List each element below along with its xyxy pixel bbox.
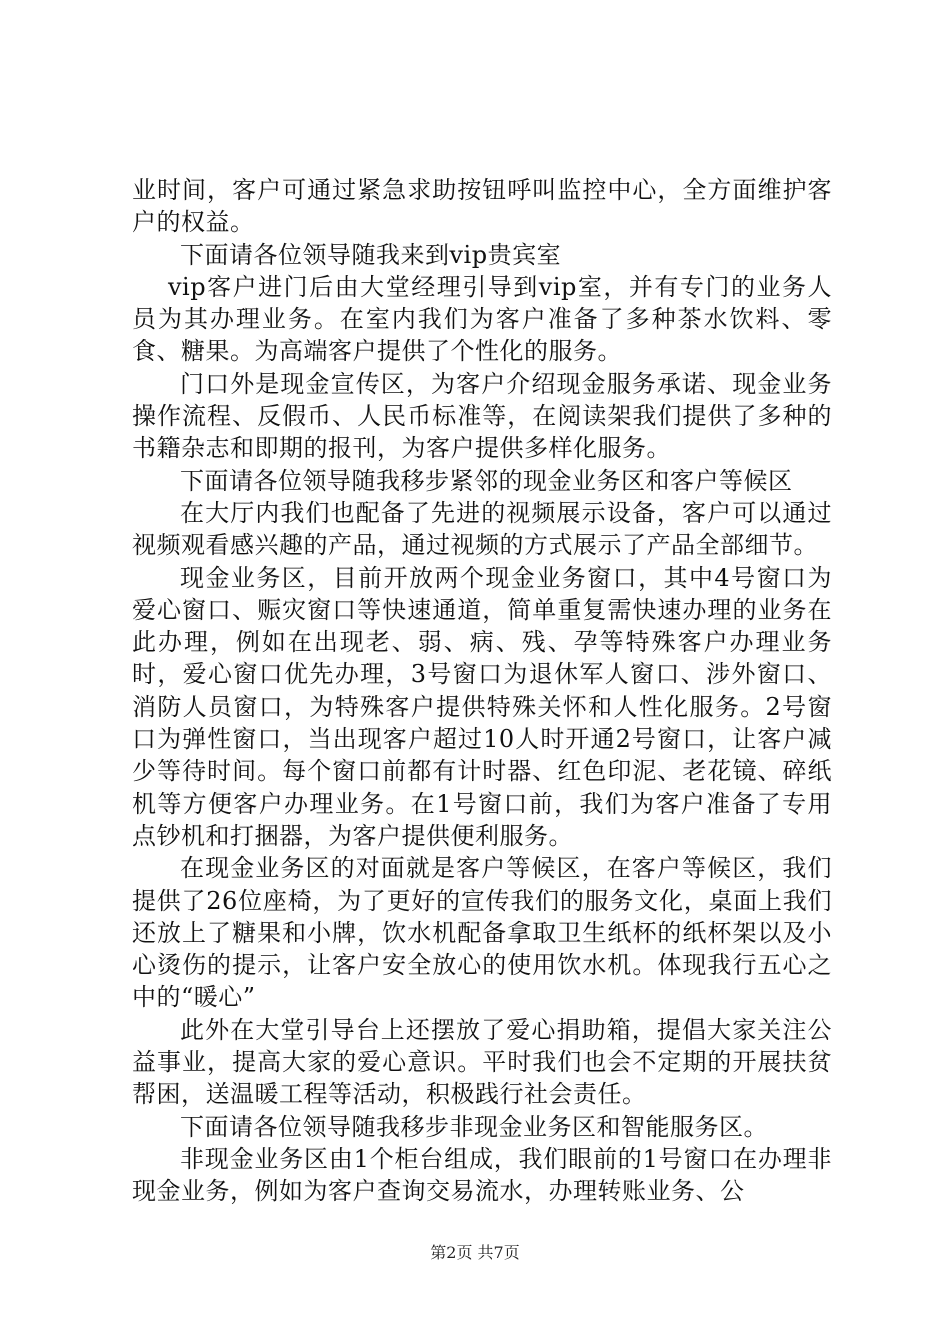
paragraph-8: 在现金业务区的对面就是客户等候区，在客户等候区，我们提供了26位座椅，为了更好的宣传我们的服务文化，桌面上我们还放上了糖果和小牌，饮水机配备拿取卫生纸杯的纸杯架以及小心烫伤的提示，让客户安全放心的使用饮水机。体现我行五心之中的“暖心” (132, 854, 832, 1012)
paragraph-5: 下面请各位领导随我移步紧邻的现金业务区和客户等候区 (180, 466, 793, 495)
paragraph-4: 门口外是现金宣传区，为客户介绍现金服务承诺、现金业务操作流程、反假币、人民币标准等，在阅读架我们提供了多种的书籍杂志和即期的报刊，为客户提供多样化服务。 (132, 369, 832, 463)
paragraph-7: 现金业务区，目前开放两个现金业务窗口，其中4号窗口为爱心窗口、赈灾窗口等快速通道，简单重复需快速办理的业务在此办理，例如在出现老、弱、病、残、孕等特殊客户办理业务时，爱心窗口优先办理，3号窗口为退休军人窗口、涉外窗口、消防人员窗口，为特殊客户提供特殊关怀和人性化服务。2号窗口为弹性窗口，当出现客户超过10人时开通2号窗口，让客户减少等待时间。每个窗口前都有计时器、红色印泥、老花镜、碎纸机等方便客户办理业务。在1号窗口前，我们为客户准备了专用点钞机和打捆器，为客户提供便利服务。 (132, 563, 832, 850)
paragraph-11: 非现金业务区由1个柜台组成，我们眼前的1号窗口在办理非现金业务，例如为客户查询交易流水，办理转账业务、公 (132, 1144, 832, 1206)
document-body (132, 174, 832, 1208)
paragraph-9: 此外在大堂引导台上还摆放了爱心捐助箱，提倡大家关注公益事业，提高大家的爱心意识。平时我们也会不定期的开展扶贫帮困，送温暖工程等活动，积极践行社会责任。 (132, 1015, 832, 1109)
paragraph-6: 在大厅内我们也配备了先进的视频展示设备，客户可以通过视频观看感兴趣的产品，通过视频的方式展示了产品全部细节。 (132, 498, 832, 560)
page-number-footer: 第2页 共7页 (430, 1243, 520, 1262)
paragraph-1: 业时间，客户可通过紧急求助按钮呼叫监控中心，全方面维护客户的权益。 (132, 176, 832, 237)
paragraph-10: 下面请各位领导随我移步非现金业务区和智能服务区。 (180, 1112, 768, 1141)
paragraph-2: 下面请各位领导随我来到vip贵宾室 (180, 240, 562, 269)
paragraph-3: vip客户进门后由大堂经理引导到vip室，并有专门的业务人员为其办理业务。在室内我们为客户准备了多种茶水饮料、零食、糖果。为高端客户提供了个性化的服务。 (132, 272, 832, 366)
